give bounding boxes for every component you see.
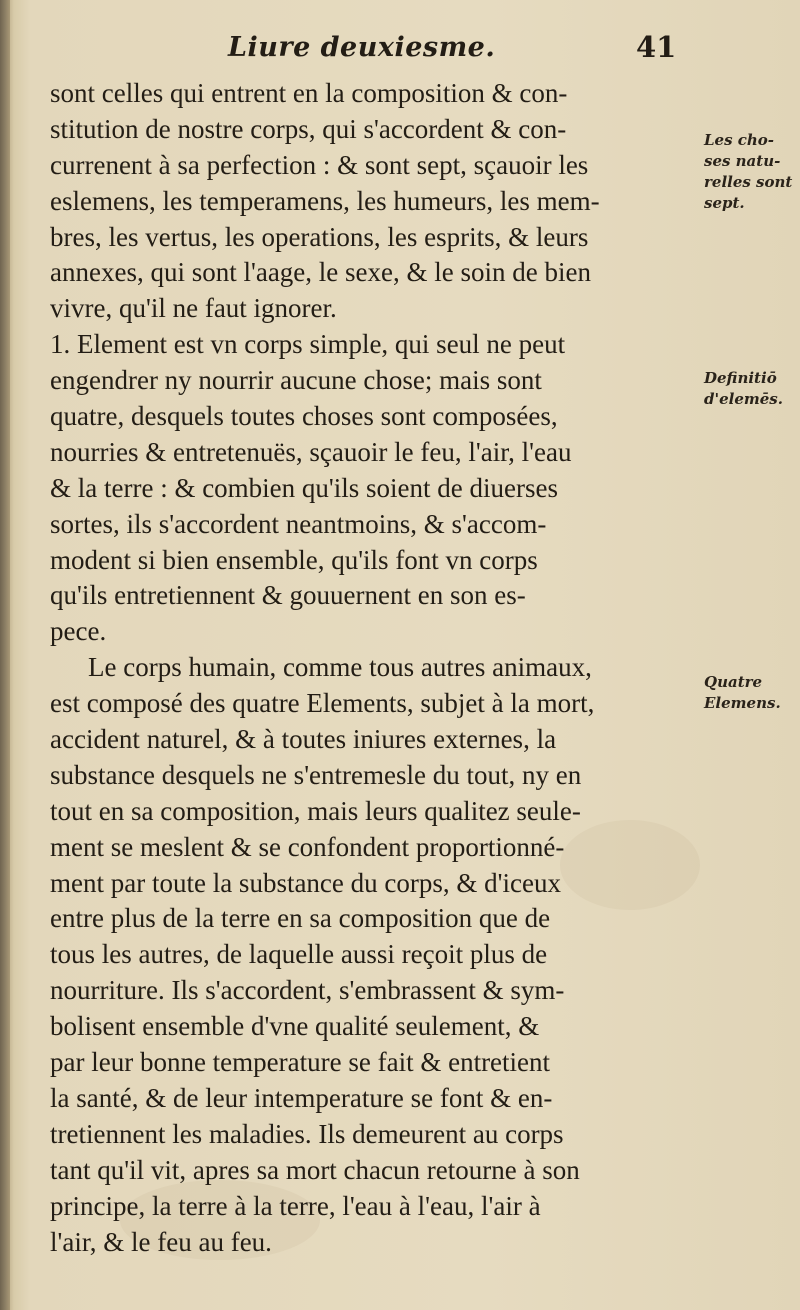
marginal-note-line: Les cho- [704,131,775,149]
text-line: tretiennent les maladies. Ils demeurent au corps [50,1118,564,1149]
text-line: tous les autres, de laquelle aussi reçoit plus de [50,939,548,970]
text-line: accident naturel, & à toutes iniures externes, la [50,724,557,755]
text-line: substance desquels ne s'entremesle du tout, ny en [50,759,582,790]
marginal-note-line: d'elemēs. [704,390,783,408]
text-line: annexes, qui sont l'aage, le sexe, & le soin de bien [50,257,591,288]
text-line: & la terre : & combien qu'ils soient de diuerses [50,472,558,503]
text-line: la santé, & de leur intemperature se font & en- [50,1082,553,1113]
binding-gutter [0,0,10,1310]
text-line: bolisent ensemble d'vne qualité seulement, & [50,1011,540,1042]
text-line: bres, les vertus, les operations, les esprits, & leurs [50,221,589,252]
marginal-note-natural-things [704,130,800,214]
text-line: tant qu'il vit, apres sa mort chacun retourne à son [50,1154,580,1185]
marginal-note-line: ses natu- [704,152,781,170]
marginal-note-four-elements [704,672,800,714]
page-number: 41 [636,30,677,64]
text-line: Le corps humain, comme tous autres animaux, [88,652,592,683]
text-line: l'air, & le feu au feu. [50,1226,272,1257]
text-line: 1. Element est vn corps simple, qui seul ne peut [50,329,566,360]
text-line: nourries & entretenuës, sçauoir le feu, l'air, l'eau [50,436,572,467]
text-line: ment se meslent & se confondent proportionné- [50,831,565,862]
text-line: principe, la terre à la terre, l'eau à l'eau, l'air à [50,1190,541,1221]
body-text [50,76,710,1260]
text-line: modent si bien ensemble, qu'ils font vn corps [50,544,538,575]
text-line: sont celles qui entrent en la composition & con- [50,78,568,108]
page-header [0,28,800,68]
text-line: qu'ils entretiennent & gouuernent en son es- [50,580,526,611]
text-line: sortes, ils s'accordent neantmoins, & s'accom- [50,508,547,539]
marginal-note-line: Definitiō [704,369,777,387]
text-line: par leur bonne temperature se fait & entretient [50,1047,551,1078]
text-line: nourriture. Ils s'accordent, s'embrassent & sym- [50,975,565,1006]
text-line: tout en sa composition, mais leurs qualitez seule- [50,795,581,826]
text-line: entre plus de la terre en sa composition que de [50,903,551,934]
text-line: ment par toute la substance du corps, & d'iceux [50,867,561,898]
marginal-note-line: Elemens. [704,694,781,712]
text-line: quatre, desquels toutes choses sont composées, [50,401,558,432]
marginal-note-line: sept. [704,194,745,212]
text-line: pece. [50,616,107,647]
text-line: est composé des quatre Elements, subjet à la mort, [50,688,595,719]
text-line: eslemens, les temperamens, les humeurs, les mem- [50,185,600,216]
text-line: vivre, qu'il ne faut ignorer. [50,293,337,324]
marginal-note-line: relles sont [704,173,793,191]
marginal-note-definition-elements [704,368,800,410]
running-title: Liure deuxiesme. [228,32,496,63]
text-line: stitution de nostre corps, qui s'accordent & con- [50,113,567,144]
marginal-note-line: Quatre [704,673,763,691]
text-line: currenent à sa perfection : & sont sept, sçauoir les [50,149,589,180]
text-line: engendrer ny nourrir aucune chose; mais sont [50,365,542,396]
